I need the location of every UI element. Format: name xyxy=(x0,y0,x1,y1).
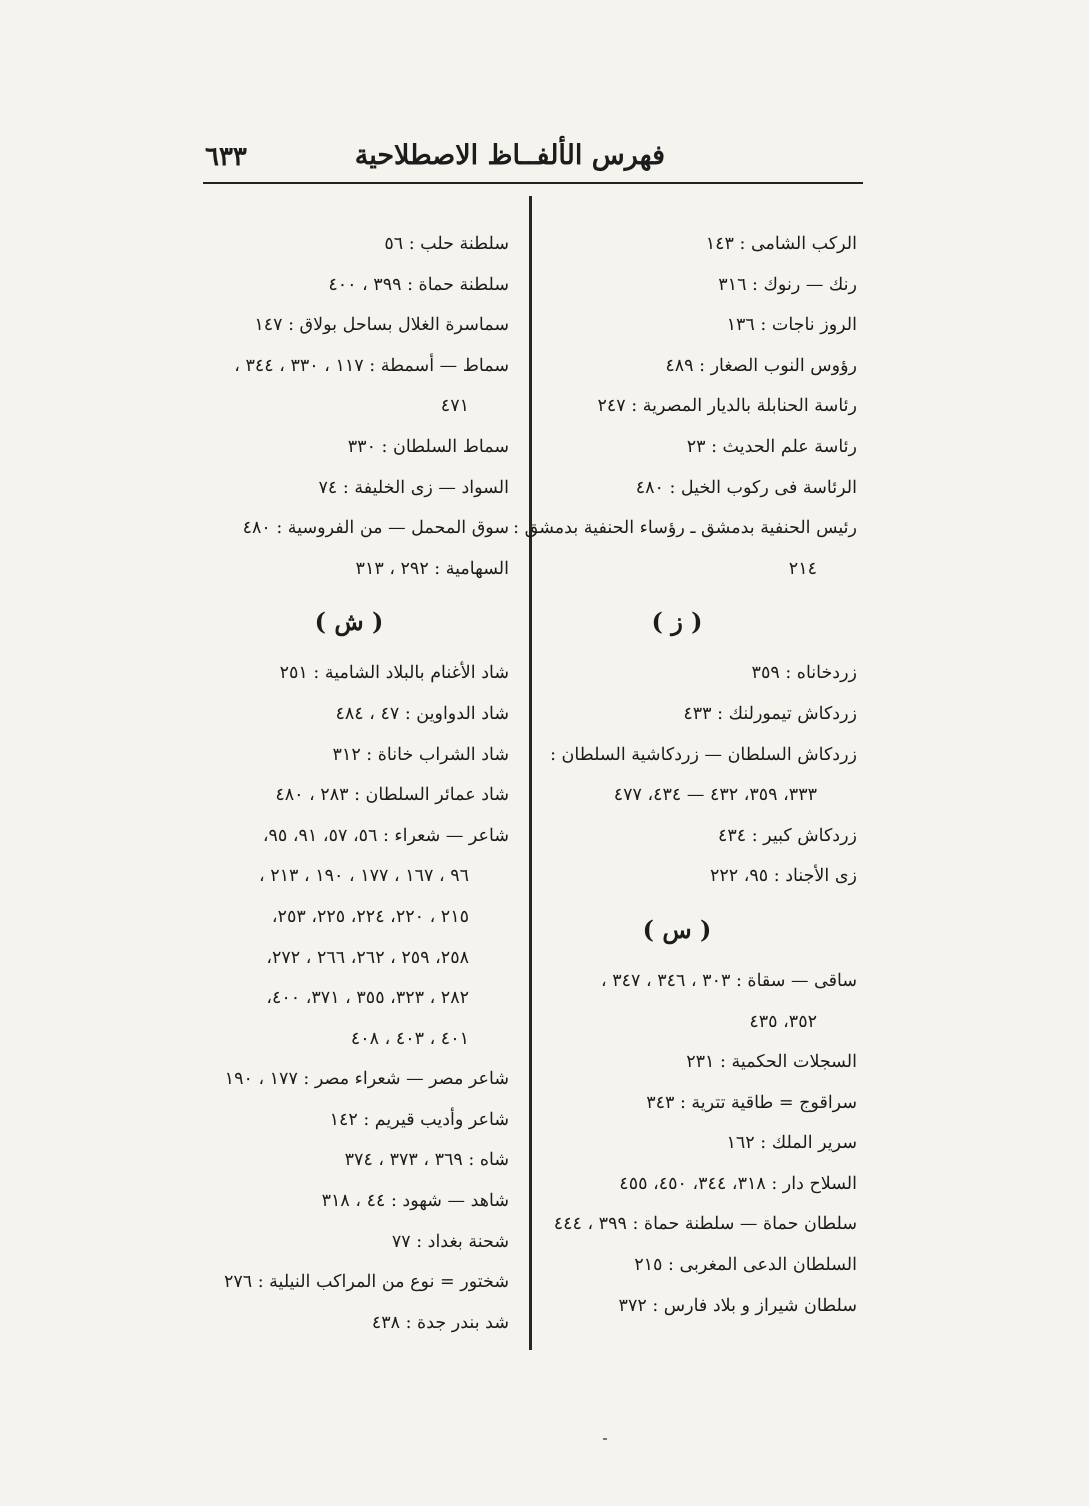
index-entry: الروز ناجات : ١٣٦ xyxy=(726,315,857,336)
index-entry: سماط السلطان : ٣٣٠ xyxy=(347,436,509,457)
index-entry-continuation: ٢١٥ ، ٢٢٠، ٢٢٤، ٢٢٥، ٢٥٣، xyxy=(271,906,469,927)
index-entry: زردكاش السلطان — زردكاشية السلطان : xyxy=(550,744,857,765)
index-entry: شاعر وأديب قيريم : ١٤٢ xyxy=(329,1109,509,1130)
index-entry: شاد عمائر السلطان : ٢٨٣ ، ٤٨٠ xyxy=(275,785,509,806)
index-entry: سلطنة حماة : ٣٩٩ ، ٤٠٠ xyxy=(328,274,509,295)
index-entry: سلطان حماة — سلطنة حماة : ٣٩٩ ، ٤٤٤ xyxy=(553,1214,857,1235)
index-entry: شاهد — شهود : ٤٤ ، ٣١٨ xyxy=(321,1191,509,1212)
index-entry-continuation: ٣٥٢، ٤٣٥ xyxy=(749,1011,817,1032)
index-entry-continuation: ٤٧١ xyxy=(440,396,469,417)
index-entry-continuation: ٩٦ ، ١٦٧ ، ١٧٧ ، ١٩٠ ، ٢١٣ ، xyxy=(259,866,469,887)
index-entry: سراقوج = طاقية تترية : ٣٤٣ xyxy=(646,1092,857,1113)
index-entry: السجلات الحكمية : ٢٣١ xyxy=(686,1052,857,1073)
index-entry: شاه : ٣٦٩ ، ٣٧٣ ، ٣٧٤ xyxy=(344,1150,509,1171)
index-entry: شختور = نوع من المراكب النيلية : ٢٧٦ xyxy=(223,1272,509,1293)
index-entry: زردخاناه : ٣٥٩ xyxy=(751,663,857,684)
index-entry: سلطنة حلب : ٥٦ xyxy=(384,234,509,254)
index-entry: سماسرة الغلال بساحل بولاق : ١٤٧ xyxy=(254,315,509,336)
index-entry: رئيس الحنفية بدمشق ـ رؤساء الحنفية بدمشق : xyxy=(513,518,857,539)
index-entry: سرير الملك : ١٦٢ xyxy=(726,1133,857,1154)
index-entry: السلاح دار : ٣١٨، ٣٤٤، ٤٥٠، ٤٥٥ xyxy=(619,1173,857,1194)
section-letter-heading: ( س ) xyxy=(642,914,712,944)
index-entry: زردكاش تيمورلنك : ٤٣٣ xyxy=(683,703,857,724)
index-entry: السلطان الدعى المغربى : ٢١٥ xyxy=(634,1255,857,1276)
index-entry-continuation: ٣٣٣، ٣٥٩، ٤٣٢ — ٤٣٤، ٤٧٧ xyxy=(613,785,817,806)
header-rule xyxy=(203,182,863,184)
stray-mark xyxy=(603,1438,607,1440)
index-entry: شاد الشراب خاناة : ٣١٢ xyxy=(332,744,509,765)
index-entry-continuation: ٢١٤ xyxy=(788,558,817,579)
index-entry: الركب الشامى : ١٤٣ xyxy=(705,234,857,254)
index-entry: السواد — زى الخليفة : ٧٤ xyxy=(318,477,509,498)
index-entry: زردكاش كبير : ٤٣٤ xyxy=(717,825,857,846)
index-entry-continuation: ٤٠١ ، ٤٠٣ ، ٤٠٨ xyxy=(350,1028,469,1049)
index-entry: السهامية : ٢٩٢ ، ٣١٣ xyxy=(355,558,509,579)
index-entry: شاد الأغنام بالبلاد الشامية : ٢٥١ xyxy=(279,663,509,684)
index-entry: رئاسة الحنابلة بالديار المصرية : ٢٤٧ xyxy=(597,396,857,417)
left-column xyxy=(209,224,509,1343)
index-entry: ساقى — سقاة : ٣٠٣ ، ٣٤٦ ، ٣٤٧ ، xyxy=(600,970,857,991)
section-letter-heading: ( ش ) xyxy=(314,607,384,637)
index-entry: شاد الدواوين : ٤٧ ، ٤٨٤ xyxy=(335,703,509,724)
page-title: فهرس الألفــاظ الاصطلاحية xyxy=(354,140,665,171)
index-entry: زى الأجناد : ٩٥، ٢٢٢ xyxy=(709,866,857,887)
index-entry: شاعر — شعراء : ٥٦، ٥٧، ٩١، ٩٥، xyxy=(262,825,509,846)
index-entry: شحنة بغداد : ٧٧ xyxy=(391,1231,509,1252)
page-header xyxy=(205,140,665,180)
index-entry-continuation: ٢٥٨، ٢٥٩ ، ٢٦٢، ٢٦٦ ، ٢٧٢، xyxy=(266,947,469,968)
index-entry: شد بندر جدة : ٤٣٨ xyxy=(371,1312,509,1333)
index-entry: رؤوس النوب الصغار : ٤٨٩ xyxy=(665,355,857,376)
page-number: ٦٣٣ xyxy=(205,142,247,172)
index-entry: سماط — أسمطة : ١١٧ ، ٣٣٠ ، ٣٤٤ ، xyxy=(234,355,509,376)
index-entry-continuation: ٢٨٢ ، ٣٢٣، ٣٥٥ ، ٣٧١، ٤٠٠، xyxy=(266,988,469,1009)
index-entry: الرئاسة فى ركوب الخيل : ٤٨٠ xyxy=(635,477,857,498)
index-entry: سوق المحمل — من الفروسية : ٤٨٠ xyxy=(242,518,509,539)
index-entry: رنك — رنوك : ٣١٦ xyxy=(718,274,857,295)
index-entry: شاعر مصر — شعراء مصر : ١٧٧ ، ١٩٠ xyxy=(224,1069,509,1090)
column-divider xyxy=(529,196,532,1350)
index-entry: رئاسة علم الحديث : ٢٣ xyxy=(686,436,857,457)
index-entry: سلطان شيراز و بلاد فارس : ٣٧٢ xyxy=(618,1295,857,1316)
right-column xyxy=(513,224,857,1326)
section-letter-heading: ( ز ) xyxy=(651,607,703,637)
